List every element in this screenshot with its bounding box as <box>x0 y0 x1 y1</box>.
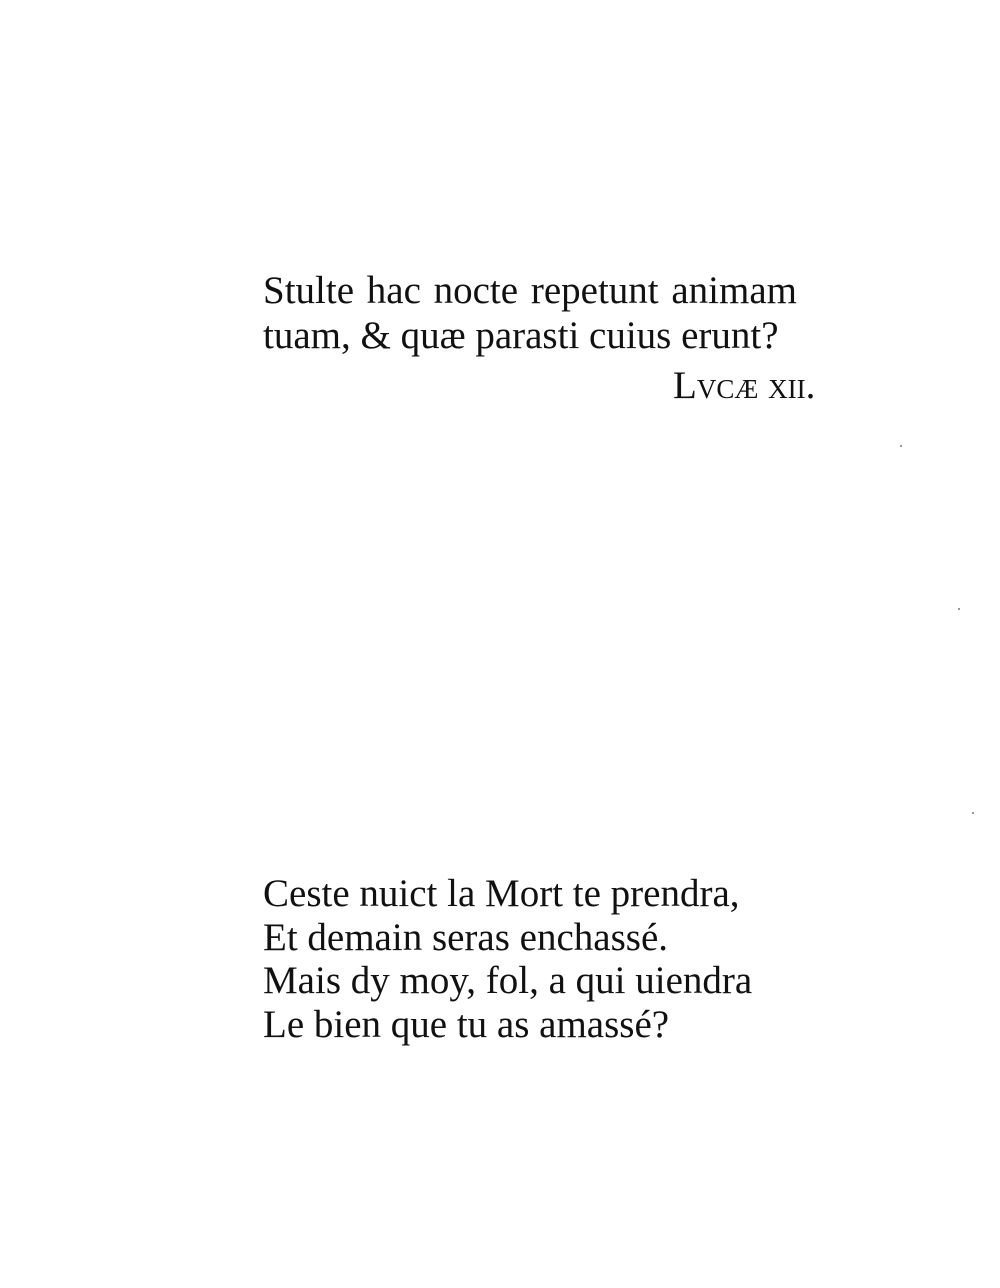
verse-line-4: Le bien que tu as amassé? <box>263 1002 670 1046</box>
print-speck <box>972 812 974 814</box>
latin-epigraph <box>263 268 903 358</box>
french-verse <box>263 872 903 1046</box>
scripture-citation <box>673 363 815 408</box>
print-speck <box>958 608 960 610</box>
verse-line-3: Mais dy moy, fol, a qui uiendra <box>263 959 753 1002</box>
latin-line-1: Stulte hac nocte repetunt animam <box>263 269 797 312</box>
print-speck <box>900 445 902 447</box>
latin-line-2: tuam, & quæ parasti cuius erunt? <box>263 314 779 357</box>
citation-text: Lvcæ xii. <box>673 364 816 407</box>
verse-line-2: Et demain seras enchassé. <box>263 915 669 959</box>
verse-line-1: Ceste nuict la Mort te prendra, <box>263 872 740 915</box>
